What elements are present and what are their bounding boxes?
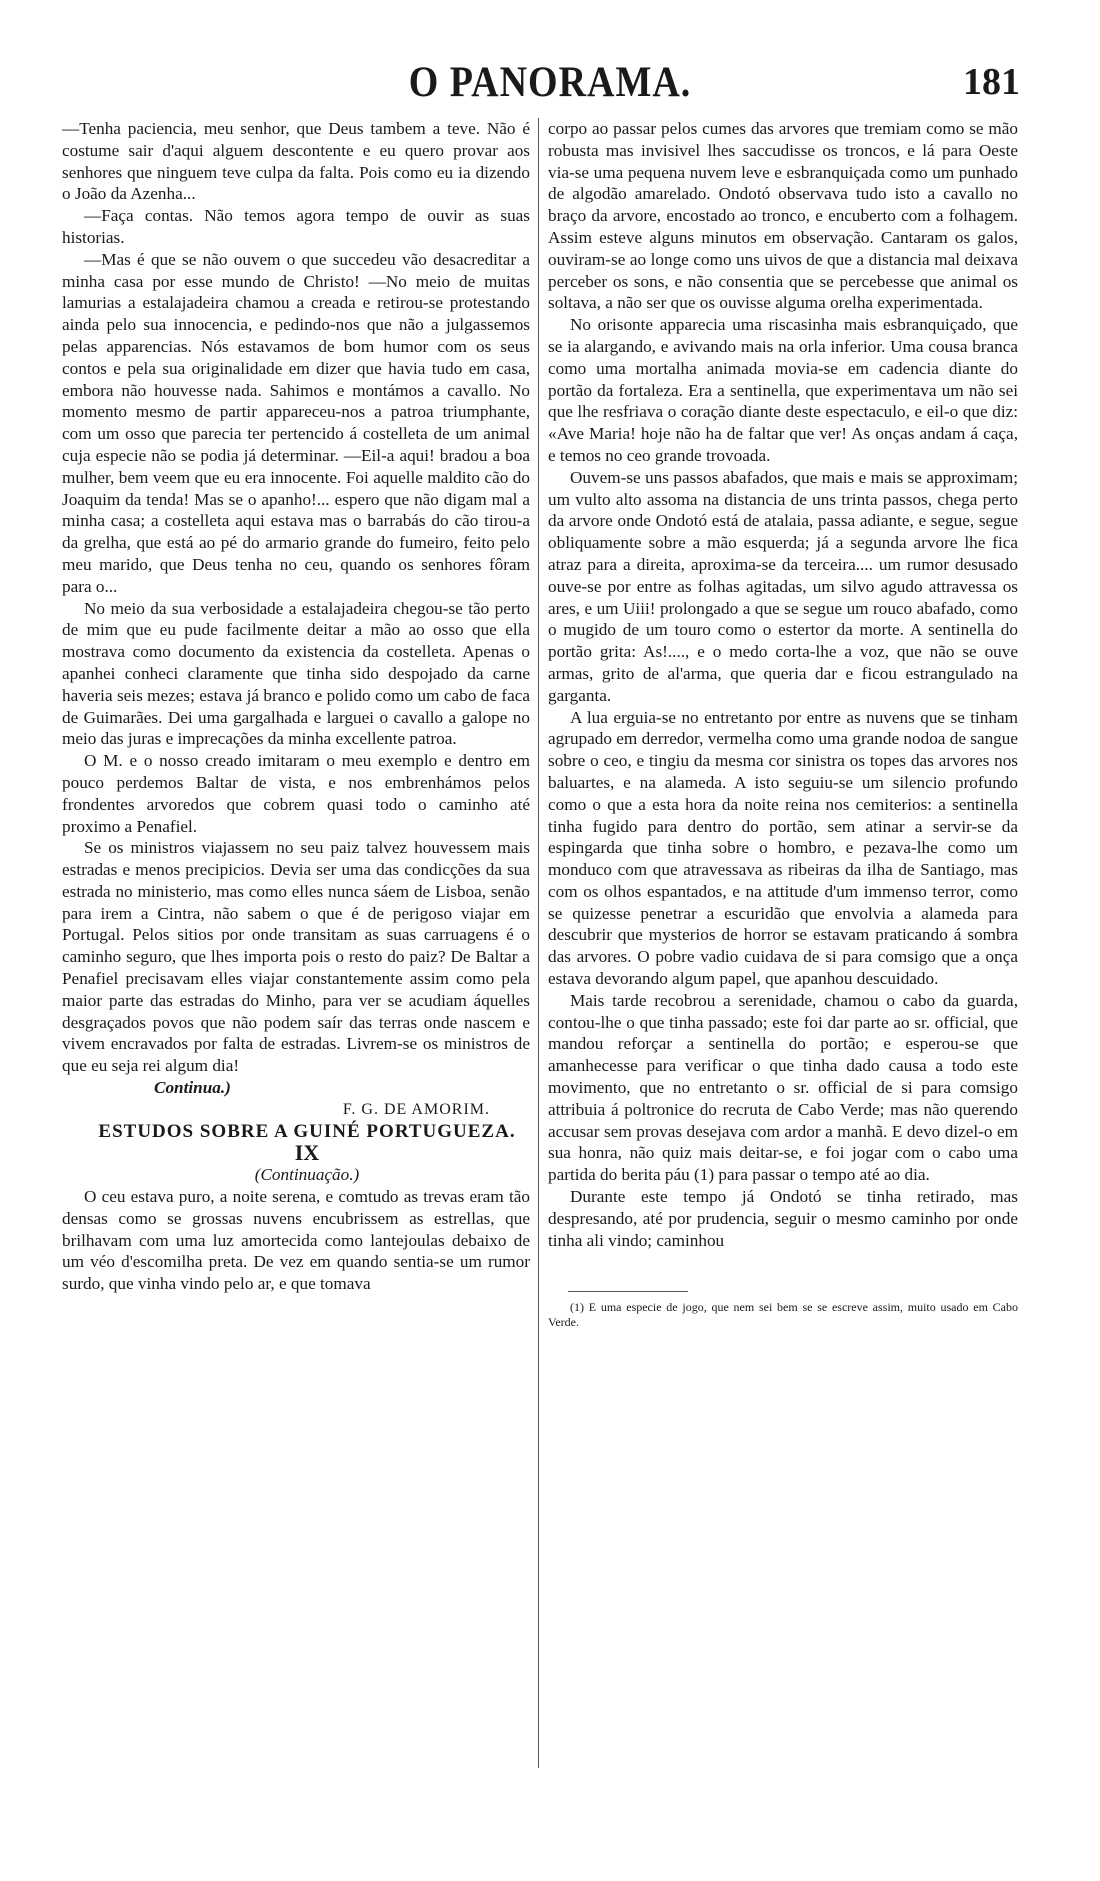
paragraph: Ouvem-se uns passos abafados, que mais e mais se approximam; um vulto alto assoma na distancia de uns trinta passos, chega perto da arvore onde Ondotó está de atalaia, passa adiante, e segue, segue obliquamente sobre a mão esquerda; já a segunda arvore lhe fica atraz para a direita, aproxima-se da terceira.... um rumor desusado ouve-se por entre as folhas agitadas, um silvo agudo attravessa os ares, e um Uiii! prolongado a que se segue um rouco abafado, como o mugido de um touro como o estertor da morte. A sentinella do portão grita: As!...., e o medo corta-lhe a voz, que não se ouve armas, grito de al'arma, que queria dar e ficou estrangulado na garganta. — [548, 467, 1018, 705]
paragraph: Se os ministros viajassem no seu paiz talvez houvessem mais estradas e menos precipicios. Devia ser uma das condicções da sua estrada no ministerio, mas como elles nunca sáem de Lisboa, senão para irem a Cintra, não sabem o que é de perigoso viajar em Portugal. Pelos sitios por onde transitam as suas carruagens é o caminho seguro, que lhes importa pois o resto do paiz? De Baltar a Penafiel precisavam elles viajar constantemente assim como pela maior parte das estradas do Minho, para ver se acudiam áquelles desgraçados povos que não podem saír das terras onde nascem e vivem encravados por falta de estradas. Livrem-se os ministros de que eu seja rei algum dia! — [62, 838, 530, 1076]
section-number: IX — [294, 1140, 320, 1166]
page-header — [60, 52, 1040, 112]
author-signature: F. G. DE AMORIM. — [342, 1100, 490, 1118]
footnote: (1) E uma especie de jogo, que nem sei bem se se escreve assim, muito usado em Cabo Verde. — [548, 1300, 1018, 1330]
paragraph: —Mas é que se não ouvem o que succedeu vão desacreditar a minha casa por esse mundo de Christo! —No meio de muitas lamurias a estalajadeira chamou a creada e retirou-se protestando ainda pelo sua innocencia, e pedindo-nos que não a julgassemos pelas apparencias. Nós estavamos de bom humor com os seus contos e pela sua originalidade em dizer que havia tudo em casa, embora não houvesse nada. Sahimos e montámos a cavallo. No momento mesmo de partir appareceu-nos a patroa triumphante, com um osso que parecia ter pertencido á costelleta de um animal cuja especie não se podia já determinar. —Eil-a aqui! bradou a boa mulher, bem veem que eu era innocente. Foi aquelle maldito cão do Joaquim da tenda! Mas se o apanho!... espero que não digam mal a minha casa; a costelleta aqui estava mas o barrabás do cão tirou-a da grelha, que está ao pé do armario grande do fumeiro, feito pelo meu marido, que Deus tenha no ceu, quando os senhores fôram para o... — [62, 249, 530, 596]
paragraph: A lua erguia-se no entretanto por entre as nuvens que se tinham agrupado em derredor, vermelha como uma grande nodoa de sangue sobre o ceo, e tingiu da mesma cor sinistra os topes das arvores nos baluartes, e na alameda. A isto seguiu-se um silencio profundo como o que a esta hora da noite reina nos cemiterios: a sentinella tinha fugido para dentro do portão, sem atinar a servir-se da espingarda que tinha sobre o hombro, e pezava-lhe como um monduco com que atravessava as ribeiras da ilha de Santiago, mas com os olhos espantados, e na attitude d'um immenso terror, como se quizesse penetrar a escuridão que envolvia a alameda para descubrir que mysterios de horror se estavam praticando á sombra das arvores. O pobre vadio cuidava de si para comsigo que a onça estava devorando algum papel, que apanhou descuidado. — [548, 707, 1018, 989]
journal-title: O PANORAMA. — [408, 57, 692, 107]
footnote-divider — [568, 1291, 688, 1292]
section-subtitle: (Continuação.) — [254, 1165, 360, 1185]
paragraph: O ceu estava puro, a noite serena, e comtudo as trevas eram tão densas como se grossas nuvens encubrissem as estrellas, que brilhavam com uma luz amortecida como lantejoulas debaixo de um véo d'escomilha preta. De vez em quando sentia-se um rumor surdo, que vinha vindo pelo ar, e que tomava — [62, 1187, 530, 1294]
paragraph: —Tenha paciencia, meu senhor, que Deus tambem a teve. Não é costume sair d'aqui alguem descontente e eu quero provar aos senhores que ninguem teve culpa da falta. Pois como eu ia dizendo o João da Azenha... — [62, 119, 530, 204]
paragraph: No orisonte apparecia uma riscasinha mais esbranquiçado, que se ia alargando, e avivando mais na orla inferior. Uma cousa branca como uma mortalha animada movia-se em cadencia diante do portão da fortaleza. Era a sentinella, que experimentava um não sei que lhe resfriava o coração diante deste espectaculo, e eil-o que diz: «Ave Maria! hoje não ha de faltar que ver! As onças andam á caça, e temos no ceo grande trovoada. — [548, 315, 1018, 465]
column-divider — [538, 118, 539, 1768]
right-column — [548, 118, 1018, 1868]
continua-note: Continua.) — [154, 1078, 231, 1098]
paragraph: —Faça contas. Não temos agora tempo de ouvir as suas historias. — [62, 206, 530, 247]
section-title: ESTUDOS SOBRE A GUINÉ PORTUGUEZA. — [98, 1120, 516, 1142]
paragraph: Durante este tempo já Ondotó se tinha retirado, mas despresando, até por prudencia, seguir o mesmo caminho por onde tinha ali vindo; caminhou — [548, 1187, 1018, 1250]
paragraph: Mais tarde recobrou a serenidade, chamou o cabo da guarda, contou-lhe o que tinha passado; este foi dar parte ao sr. official, que mandou reforçar a sentinella do portão; e esperou-se que amanhecesse para verificar o que tinha dado causa a todo este movimento, que no entretanto o sr. official de si para comsigo attribuia á poltronice do recruta de Cabo Verde; mas não querendo accusar sem provas desejava com ardor a manhã. E devo dizel-o em sua honra, não quiz mais deitar-se, e foi jogar com o cabo uma partida do berita páu (1) para passar o tempo até ao dia. — [548, 990, 1018, 1185]
left-column — [62, 118, 530, 1868]
paragraph: No meio da sua verbosidade a estalajadeira chegou-se tão perto de mim que eu pude facilmente deitar a mão ao osso que ella mostrava como documento da existencia da costelleta. Apenas o apanhei conheci claramente que tinha sido despojado da carne haveria seis mezes; estava já branco e polido como um cabo de faca de Guimarães. Dei uma gargalhada e larguei o cavallo a galope no meio das juras e imprecações da minha excellente patroa. — [62, 598, 530, 749]
paragraph: corpo ao passar pelos cumes das arvores que tremiam como se mão robusta mas invisivel lhes saccudisse os troncos, e lá para Oeste via-se uma pequena nuvem leve e esbranquiçada como um punhado de algodão amarelado. Ondotó observava tudo isto a cavallo no braço da arvore, encostado ao tronco, e encuberto com a folhagem. Assim esteve alguns minutos em observação. Cantaram os galos, ouviram-se ao longe como uns uivos de que a distancia mal deixava perceber os sons, e não consentia que se percebesse que animal os soltava, a não ser que os ouvisse alguma orelha experimentada. — [548, 119, 1018, 313]
page-number: 181 — [963, 61, 1020, 103]
paragraph: O M. e o nosso creado imitaram o meu exemplo e dentro em pouco perdemos Baltar de vista, e nos embrenhámos pelos frondentes arvoredos que cobrem quasi todo o caminho até proximo a Penafiel. — [62, 751, 530, 836]
